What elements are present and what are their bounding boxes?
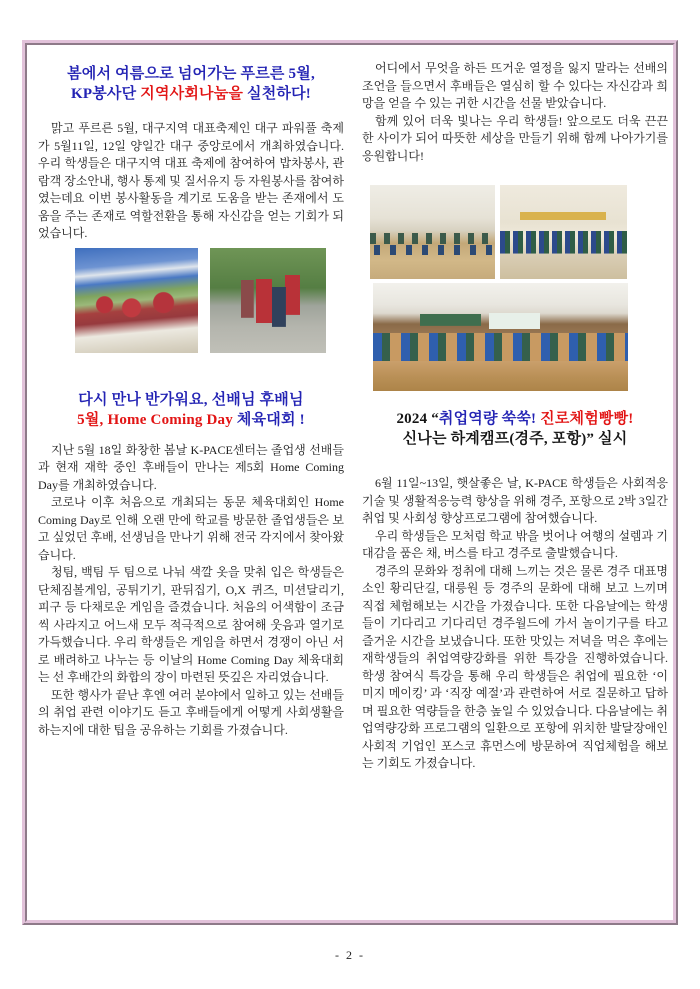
paragraph: 함께 있어 더욱 빛나는 우리 학생들! 앞으로도 더욱 끈끈한 사이가 되어 따뜻한 세상을 만들기 위해 함께 나아가기를 응원합니다!: [362, 113, 668, 163]
title-segment: 신나는 하계캠프(경주, 포항)” 실시: [402, 431, 628, 447]
title-segment: 5월, Home Coming Day: [77, 411, 233, 428]
paragraph: 어디에서 무엇을 하든 뜨거운 열정을 잃지 말라는 선배의 조언을 들으면서 후배들은 열심히 할 수 있다는 자신감과 희망을 얻을 수 있는 귀한 시간을 선물 받았습니다.: [362, 61, 668, 110]
paragraph: 6월 11일~13일, 햇살좋은 날, K-PACE 학생들은 사회적응기술 및 생활적응능력 향상을 위해 경주, 포항으로 2박 3일간 취업 및 사회성 향상프로그램에 참여했습니다.: [362, 476, 668, 525]
article1-title: [38, 64, 344, 104]
photo-volunteers-walkway: [210, 248, 326, 353]
paragraph: 우리 학생들은 모처럼 학교 밖을 벗어나 여행의 설렘과 기대감을 품은 채, 버스를 타고 경주로 출발했습니다.: [362, 528, 668, 560]
photo-festival-booth-volunteers: [75, 248, 198, 353]
article2-title: [38, 390, 344, 430]
photo-gym-students-seated: [370, 185, 495, 279]
title-segment: 실천하다!: [243, 86, 311, 102]
article2-body: [38, 442, 344, 740]
paragraph: 또한 행사가 끝난 후엔 여러 분야에서 일하고 있는 선배들의 취업 관련 이야기도 듣고 후배들에게 어떻게 사회생활을 하는지에 대한 팁을 공유하는 기회를 가졌습니다.: [38, 687, 344, 737]
article2-body-continued: [362, 60, 668, 165]
title-segment: 다시 만나 반가워요, 선배님 후배님: [78, 391, 304, 408]
photo-lecture-classroom: [373, 283, 628, 391]
title-segment: 봄에서 여름으로 넘어가는 푸르른 5월,: [67, 66, 315, 82]
right-column: [362, 52, 668, 773]
paragraph: 코로나 이후 처음으로 개최되는 동문 체육대회인 Home Coming Day로 인해 오랜 만에 학교를 방문한 졸업생들은 보고 싶었던 후배, 선생님을 만나기 위해 전국 각지에서 찾아왔습니다.: [38, 495, 344, 562]
title-segment: 2024 “: [396, 411, 439, 427]
left-column: [38, 58, 344, 739]
photo-grid-row: [370, 185, 668, 279]
paragraph: 청팀, 백팀 두 팀으로 나눠 색깔 옷을 맞춰 입은 학생들은 단체짐볼게임, 공튀기기, 판뒤집기, O,X 퀴즈, 미션달리기, 피구 등 다채로운 게임을 즐겼습니다. 처음의 어색함이 조금씩 사라지고 어느새 모두 적극적으로 참여해 웃음과 열기로 가득했습니다. 우리 학생들은 게임을 하면서 경쟁이 아닌 서로 배려하고 나누는 등 이날의 Home Coming Day 체육대회는 선 후배간의 화합의 장이 마련된 뜻깊은 자리였습니다.: [38, 565, 344, 684]
photo-gym-group-banner: [500, 185, 627, 279]
paragraph: 경주의 문화와 정취에 대해 느끼는 것은 물론 경주 대표명소인 황리단길, 대릉원 등 경주의 문화에 대해 보고 느끼며 직접 체험해보는 시간을 가졌습니다. 또한 다음날에는 학생들이 기다리고 기다리던 경주월드에 가서 놀이기구를 타고 즐거운 시간을 보냈습니다. 또한 맛있는 저녁을 먹은 후에는 재학생들의 취업역량강화를 위한 특강을 진행하였습니다. 학생 참여식 특강을 통해 우리 학생들은 취업에 필요한 ‘이미지 메이킹’ 과 ‘직장 예절’과 관련하여 서로 질문하고 답하며 필요한 역량들을 한층 높일 수 있었습니다. 다음날에는 취업역량강화 프로그램의 일환으로 포항에 위치한 발달장애인 사회적 기업인 포스코 휴먼스에 방문하여 직업체험을 해보는 기회도 가졌습니다.: [362, 563, 668, 770]
title-segment: KP봉사단: [70, 86, 141, 102]
paragraph: 맑고 푸르른 5월, 대구지역 대표축제인 대구 파워풀 축제가 5월11일, 12일 양일간 대구 중앙로에서 개최하였습니다. 우리 학생들은 대구지역 대표 축제에 참여하여 밥차봉사, 관람객 장소안내, 행사 통제 및 질서유지 등 자원봉사를 참여하였는데요 이번 봉사활동을 계기로 도움을 받는 존재에서 도움을 주는 존재로 역할전환을 통해 자신감을 얻는 기회가 되었습니다.: [38, 121, 344, 240]
article3-body: [362, 475, 668, 773]
article3-title: [362, 409, 668, 449]
article3-photo-grid: [362, 185, 668, 391]
title-segment: 진로체험빵빵!: [536, 411, 634, 427]
article1-photo-row: [38, 248, 344, 353]
title-segment: 취업역량 쑥쑥!: [438, 411, 537, 427]
article1-body: [38, 120, 344, 243]
title-segment: 체육대회 !: [232, 411, 305, 428]
paragraph: 지난 5월 18일 화창한 봄날 K-PACE센터는 졸업생 선배들과 현재 재학 중인 후배들이 만나는 제5회 Home Coming Day를 개최하였습니다.: [38, 442, 344, 492]
page-number: - 2 -: [335, 948, 365, 962]
title-segment: 지역사회나눔을: [140, 86, 244, 102]
